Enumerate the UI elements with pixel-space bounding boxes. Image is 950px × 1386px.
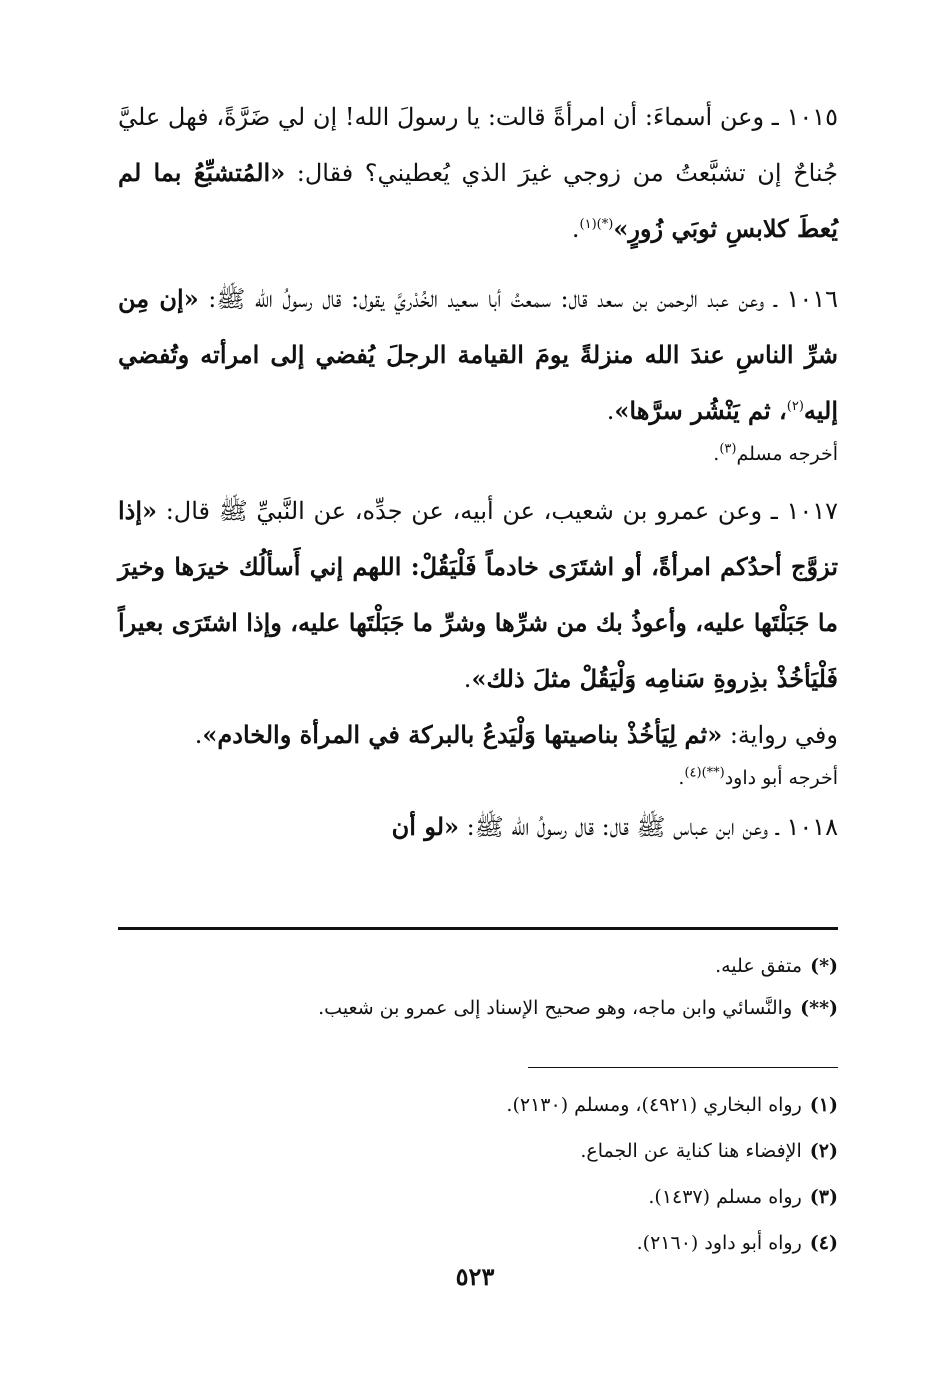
hadith-1016-quote: «إن مِن شرِّ الناسِ عندَ الله منزلةً يومَ القيامة الرجلَ يُفضي إلى امرأته وتُفضي إليه (118, 284, 838, 425)
hadith-1016-quote-end: ، ثم يَنْشُر سرَّها» (614, 396, 787, 425)
hadith-1016-source (118, 439, 838, 469)
hadith-1018 (118, 799, 838, 855)
hadith-1018-quote: «لو أن (391, 812, 460, 841)
hadith-1017 (118, 483, 838, 707)
hadith-1017-riwaya-quote: «ثم لِيَأخُذْ بناصيتها وَلْيَدعُ بالبركة في المرأة والخادم» (202, 720, 723, 749)
footnote-star-2-text: والنَّسائي وابن ماجه، وهو صحيح الإسناد إلى عمرو بن شعيب. (318, 997, 793, 1019)
footnote-4-mark: (٤) (809, 1232, 838, 1254)
footnote-star-1 (118, 945, 838, 987)
hadith-1015-refs: (*)(١) (579, 217, 614, 232)
footnote-divider-thick (118, 927, 838, 930)
hadith-1017-intro: ١٠١٧ ـ وعن عمرو بن شعيب، عن أبيه، عن جدِّه، عن النَّبيِّ ﷺ قال: (157, 497, 838, 525)
footnote-star-2 (118, 987, 838, 1029)
footnote-1-mark: (١) (809, 1094, 838, 1116)
hadith-1016-end: . (606, 397, 615, 425)
hadith-1016-source-ref: (٣) (719, 441, 737, 457)
footnote-3 (118, 1174, 838, 1220)
numbered-footnotes (118, 1082, 838, 1266)
footnote-4 (118, 1220, 838, 1266)
footnote-1-text: رواه البخاري (٤٩٢١)، ومسلم (٢١٣٠). (506, 1094, 802, 1116)
hadith-1017-source-text: أخرجه أبو داود (724, 767, 838, 789)
footnote-divider-thin (528, 1067, 838, 1068)
hadith-1017-source-ref: (**)(٤) (684, 765, 725, 781)
hadith-1016-source-text: أخرجه مسلم (736, 443, 838, 465)
hadith-1017-riwaya (118, 707, 838, 763)
footnote-2-mark: (٢) (809, 1140, 838, 1162)
hadith-1016-intro: ١٠١٦ ـ وعن عبد الرحمن بن سعد قال: سمعتُ أبا سعيد الخُدْريَّ يقول: قال رسولُ الله ﷺ: (198, 285, 838, 313)
star-footnotes (118, 945, 838, 1029)
hadith-1017-quote: «إذا تزوَّج أحدُكم امرأةً، أو اشتَرَى خادماً فَلْيَقُلْ: اللهم إني أَسألُك خيرَها وخيرَ ما جَبَلْتَها عليه، وأعوذُ بك من شرِّها وشرِّ ما جَبَلْتَها عليه، وإذا اشتَرَى بعيراً فَلْيَأخُذْ بذِروةِ سَنامِه وَلْيَقُلْ مثلَ ذلك» (118, 496, 838, 693)
hadith-1017-end: . (463, 665, 472, 693)
hadith-1016 (118, 271, 838, 439)
footnote-1 (118, 1082, 838, 1128)
footnote-2 (118, 1128, 838, 1174)
footnote-2-text: الإفضاء هنا كناية عن الجماع. (580, 1140, 802, 1162)
footnote-star-2-mark: (**) (800, 997, 838, 1019)
hadith-1017-riwaya-end: . (194, 721, 203, 749)
hadith-1018-intro: ١٠١٨ ـ وعن ابن عباس ﷺ قال: قال رسولُ الله ﷺ: (459, 813, 838, 841)
hadith-1015-quote: «المُتشبِّعُ بما لم يُعطَ كلابسِ ثوبَي زُورٍ» (118, 158, 838, 243)
hadith-1015-intro: ١٠١٥ ـ وعن أسماءَ: أن امرأةً قالت: يا رسولَ الله! إن لي ضَرَّةً، فهل عليَّ جُناحٌ إن تشبَّعتُ من زوجي غيرَ الذي يُعطيني؟ فقال: (118, 103, 838, 187)
footnote-star-1-text: متفق عليه. (715, 955, 803, 977)
hadith-1016-source-end: . (713, 443, 720, 465)
hadith-1016-ref: (٢) (786, 399, 804, 414)
page-number: ٥٢٣ (455, 1262, 495, 1291)
hadith-1015 (118, 90, 838, 257)
footnote-3-text: رواه مسلم (١٤٣٧). (648, 1186, 802, 1208)
hadith-1017-source-end: . (678, 767, 685, 789)
footnote-4-text: رواه أبو داود (٢١٦٠). (636, 1232, 802, 1254)
hadith-1015-end: . (571, 215, 580, 243)
hadith-1017-source (118, 763, 838, 793)
main-text (118, 90, 838, 855)
footnote-3-mark: (٣) (809, 1186, 838, 1208)
hadith-1017-riwaya-intro: وفي رواية: (722, 721, 838, 749)
footnote-star-1-mark: (*) (810, 955, 838, 977)
